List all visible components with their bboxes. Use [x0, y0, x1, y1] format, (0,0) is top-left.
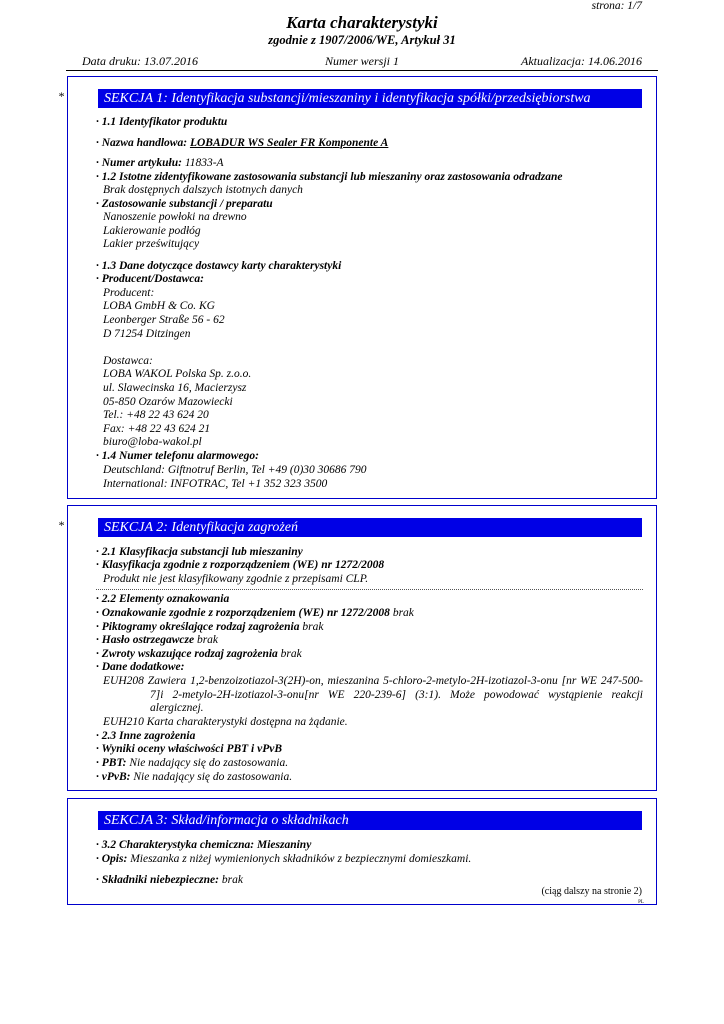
signal-word-label: · Hasło ostrzegawcze	[96, 634, 195, 646]
marking-label: · Oznakowanie zgodnie z rozporządzeniem (WE) nr 1272/2008	[96, 607, 390, 619]
trade-name-label: · Nazwa handlowa:	[96, 137, 188, 149]
classification-value: Produkt nie jest klasyfikowany zgodnie z przepisami CLP.	[103, 573, 369, 585]
dangerous-components-value: brak	[221, 874, 243, 886]
marking-line	[96, 607, 414, 620]
vpvb-value: Nie nadający się do zastosowania.	[133, 771, 293, 783]
use-label: · Zastosowanie substancji / preparatu	[96, 198, 273, 210]
document-subtitle: zgodnie z 1907/2006/WE, Artykuł 31	[268, 33, 456, 47]
supplier-email: biuro@loba-wakol.pl	[103, 436, 202, 448]
signal-word-value: brak	[196, 634, 219, 646]
trade-name-value: LOBADUR WS Sealer FR Komponente A	[189, 137, 389, 149]
supplier-fax: Fax: +48 22 43 624 21	[103, 423, 211, 435]
pbt-line	[96, 757, 288, 770]
section-3-header: SEKCJA 3: Skład/informacja o składnikach	[98, 811, 642, 830]
hazard-statement-line	[96, 648, 302, 661]
pictogram-line	[96, 621, 323, 634]
hazard-statement-label: · Zwroty wskazujące rodzaj zagrożenia	[96, 648, 278, 660]
emergency-line: International: INFOTRAC, Tel +1 352 323 3500	[103, 478, 328, 490]
marking-value: brak	[392, 607, 414, 619]
article-number-label: · Numer artykułu:	[96, 157, 182, 169]
page-number: strona: 1/7	[591, 0, 642, 12]
additional-data-label: · Dane dodatkowe:	[96, 661, 185, 673]
supplier-line: LOBA WAKOL Polska Sp. z.o.o.	[103, 368, 252, 380]
euh208-text: EUH208 Zawiera 1,2-benzoizotiazol-3(2H)-on, mieszanina 5-chloro-2-metylo-2H-izotiazol-3-onu [nr WE 247-500-7]i 2-metylo-2H-izotiazol-3-onu[nr WE 220-239-6] (3:1). Może powodować wystąpienie reakcji alergicznej.	[103, 675, 643, 714]
section-2-header: SEKCJA 2: Identyfikacja zagrożeń	[98, 518, 642, 537]
change-marker: *	[58, 518, 64, 532]
dangerous-components-label: · Składniki niebezpieczne:	[96, 874, 219, 886]
signal-word-line	[96, 634, 218, 647]
vpvb-label: · vPvB:	[96, 771, 131, 783]
heading-2-3: · 2.3 Inne zagrożenia	[96, 730, 196, 742]
article-number-line	[96, 157, 224, 170]
language-code: PL	[638, 900, 644, 905]
heading-1-3: · 1.3 Dane dotyczące dostawcy karty charakterystyki	[96, 260, 342, 272]
emergency-line: Deutschland: Giftnotruf Berlin, Tel +49 (0)30 30686 790	[103, 464, 367, 476]
continued-note: (ciąg dalszy na stronie 2)	[541, 886, 642, 897]
heading-1-1: · 1.1 Identyfikator produktu	[96, 116, 228, 128]
description-label: · Opis:	[96, 853, 128, 865]
trade-name-line	[96, 137, 388, 150]
pictogram-value: brak	[302, 621, 324, 633]
section-1-header: SEKCJA 1: Identyfikacja substancji/mieszaniny i identyfikacja spółki/przedsiębiorstwa	[98, 89, 642, 108]
vpvb-line	[96, 771, 292, 784]
classification-label: · Klasyfikacja zgodnie z rozporządzeniem (WE) nr 1272/2008	[96, 559, 385, 571]
use-item: Nanoszenie powłoki na drewno	[103, 211, 247, 223]
heading-2-1: · 2.1 Klasyfikacja substancji lub mieszaniny	[96, 546, 303, 558]
pictogram-label: · Piktogramy określające rodzaj zagrożenia	[96, 621, 300, 633]
producer-line: Leonberger Straße 56 - 62	[103, 314, 225, 326]
heading-1-2: · 1.2 Istotne zidentyfikowane zastosowania substancji lub mieszaniny oraz zastosowania odradzane	[96, 171, 563, 183]
article-number-value: 11833-A	[184, 157, 224, 169]
document-title: Karta charakterystyki	[286, 13, 438, 32]
heading-3-2: · 3.2 Charakterystyka chemiczna: Mieszaniny	[96, 839, 312, 851]
pbt-label: · PBT:	[96, 757, 127, 769]
producer-line: LOBA GmbH & Co. KG	[103, 300, 215, 312]
pbt-value: Nie nadający się do zastosowania.	[129, 757, 289, 769]
euh210-text: EUH210 Karta charakterystyki dostępna na żądanie.	[103, 716, 348, 728]
hazard-statement-value: brak	[280, 648, 302, 660]
use-item: Lakierowanie podłóg	[103, 225, 201, 237]
description-value: Mieszanka z niżej wymienionych składników z bezpiecznymi domieszkami.	[130, 853, 472, 865]
supplier-line: 05-850 Ozarów Mazowiecki	[103, 396, 233, 408]
producer-line: D 71254 Ditzingen	[103, 328, 191, 340]
update-date: Aktualizacja: 14.06.2016	[521, 54, 642, 68]
use-item: Lakier prześwitujący	[103, 238, 200, 250]
header-rule	[66, 70, 658, 71]
producer-line: Producent:	[103, 287, 155, 299]
version-number: Numer wersji 1	[324, 54, 399, 68]
supplier-line: Dostawca:	[103, 355, 153, 367]
change-marker: *	[58, 89, 64, 103]
dangerous-components-line	[96, 874, 243, 887]
pbt-heading: · Wyniki oceny właściwości PBT i vPvB	[96, 743, 283, 755]
heading-1-4: · 1.4 Numer telefonu alarmowego:	[96, 450, 259, 462]
supplier-phone: Tel.: +48 22 43 624 20	[103, 409, 209, 421]
producer-label: · Producent/Dostawca:	[96, 273, 204, 285]
print-date: Data druku: 13.07.2016	[82, 54, 198, 68]
heading-2-2: · 2.2 Elementy oznakowania	[96, 593, 230, 605]
no-data-text: Brak dostępnych dalszych istotnych danych	[103, 184, 303, 196]
supplier-line: ul. Slawecinska 16, Macierzysz	[103, 382, 247, 394]
dotted-divider	[96, 589, 643, 590]
description-line	[96, 853, 471, 866]
